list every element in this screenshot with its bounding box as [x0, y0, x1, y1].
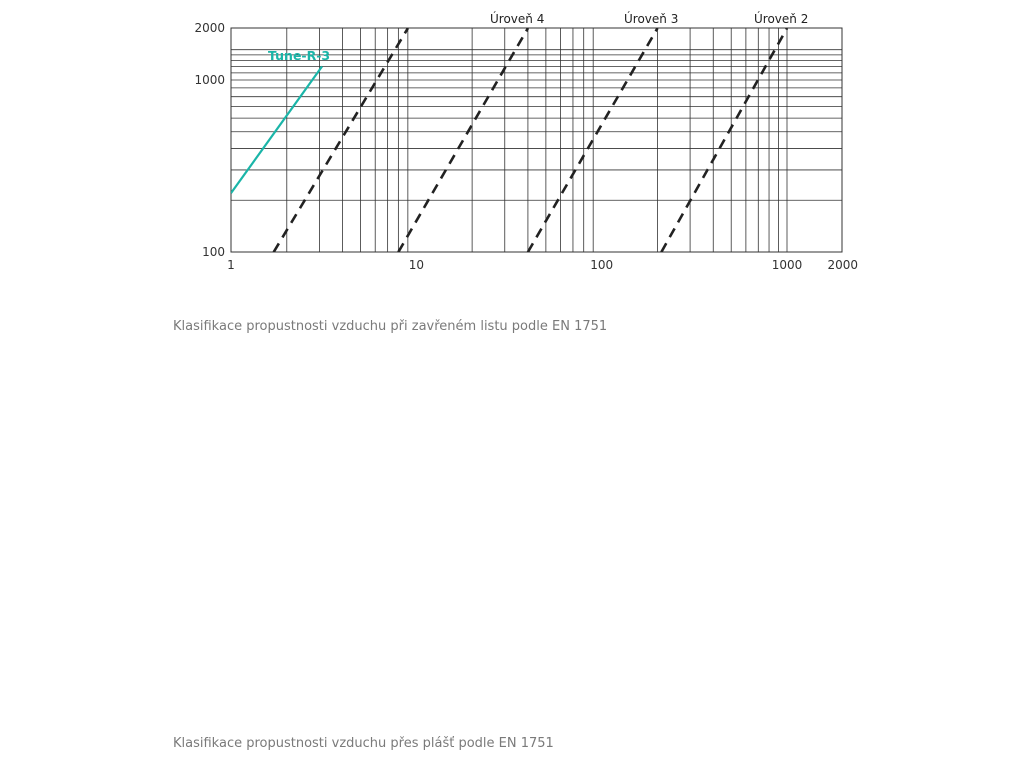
series-line-0 — [231, 66, 322, 193]
x-tick-label: 2000 — [827, 258, 859, 272]
y-tick-label: 2000 — [194, 21, 225, 36]
chart-1-caption: Klasifikace propustnosti vzduchu při zavřeném listu podle EN 1751 — [173, 319, 608, 334]
x-tick-label: 1 — [227, 258, 235, 272]
series-label: Úroveň 2 — [754, 12, 809, 26]
chart-2-caption: Klasifikace propustnosti vzduchu přes plášť podle EN 1751 — [173, 736, 554, 751]
x-tick-label: 1000 — [771, 258, 803, 272]
x-tick-label: 10 — [408, 258, 424, 272]
x-tick-label: 100 — [590, 258, 614, 272]
series-label: Úroveň 3 — [624, 12, 679, 26]
y-tick-label: 1000 — [194, 73, 225, 87]
series-line-3 — [528, 28, 658, 252]
series-line-4 — [661, 28, 787, 252]
series-label: Úroveň 4 — [490, 12, 545, 26]
series-label: Tune-R-3 — [268, 48, 331, 63]
series-line-2 — [398, 28, 528, 252]
y-tick-label: 100 — [202, 245, 225, 259]
